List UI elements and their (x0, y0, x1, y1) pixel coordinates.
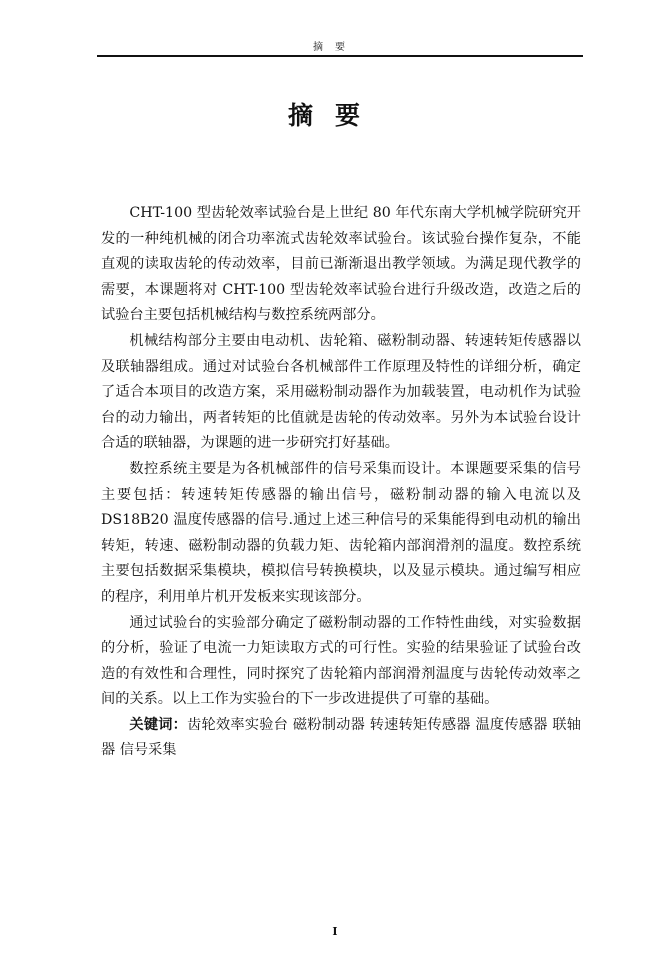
running-header: 摘要 (313, 42, 357, 53)
keywords-text: 齿轮效率实验台 磁粉制动器 转速转矩传感器 温度传感器 联轴器 信号采集 (101, 716, 581, 759)
page-number: I (332, 925, 338, 938)
abstract-body (101, 201, 581, 764)
abstract-paragraph: 通过试验台的实验部分确定了磁粉制动器的工作特性曲线，对实验数据的分析，验证了电流一力矩读取方式的可行性。实验的结果验证了试验台改造的有效性和合理性，同时探究了齿轮箱内部润滑剂温度与齿轮传动效率之间的关系。以上工作为实验台的下一步改进提供了可靠的基础。 (101, 614, 581, 708)
keywords-label: 关键词： (129, 716, 188, 733)
abstract-paragraph: 机械结构部分主要由电动机、齿轮箱、磁粉制动器、转速转矩传感器以及联轴器组成。通过对试验台各机械部件工作原理及特性的详细分析，确定了适合本项目的改造方案，采用磁粉制动器作为加载装置，电动机作为试验台的动力输出，两者转矩的比值就是齿轮的传动效率。另外为本试验台设计合适的联轴器，为课题的进一步研究打好基础。 (101, 332, 581, 452)
page-title: 摘要 (287, 101, 382, 130)
abstract-paragraph: CHT-100 型齿轮效率试验台是上世纪 80 年代东南大学机械学院研究开发的一种纯机械的闭合功率流式齿轮效率试验台。该试验台操作复杂，不能直观的读取齿轮的传动效率，目前已渐渐退出教学领域。为满足现代教学的需要，本课题将对 CHT-100 型齿轮效率试验台进行升级改造，改造之后的试验台主要包括机械结构与数控系统两部分。 (101, 205, 581, 324)
abstract-paragraph: 数控系统主要是为各机械部件的信号采集而设计。本课题要采集的信号主要包括：转速转矩传感器的输出信号，磁粉制动器的输入电流以及 DS18B20 温度传感器的信号.通过上述三种信号的采集能得到电动机的输出转矩，转速、磁粉制动器的负载力矩、齿轮箱内部润滑剂的温度。数控系统主要包括数据采集模块，模拟信号转换模块，以及显示模块。通过编写相应的程序，利用单片机开发板来实现该部分。 (101, 460, 581, 605)
keywords-line (101, 713, 581, 764)
header-rule (97, 55, 583, 57)
